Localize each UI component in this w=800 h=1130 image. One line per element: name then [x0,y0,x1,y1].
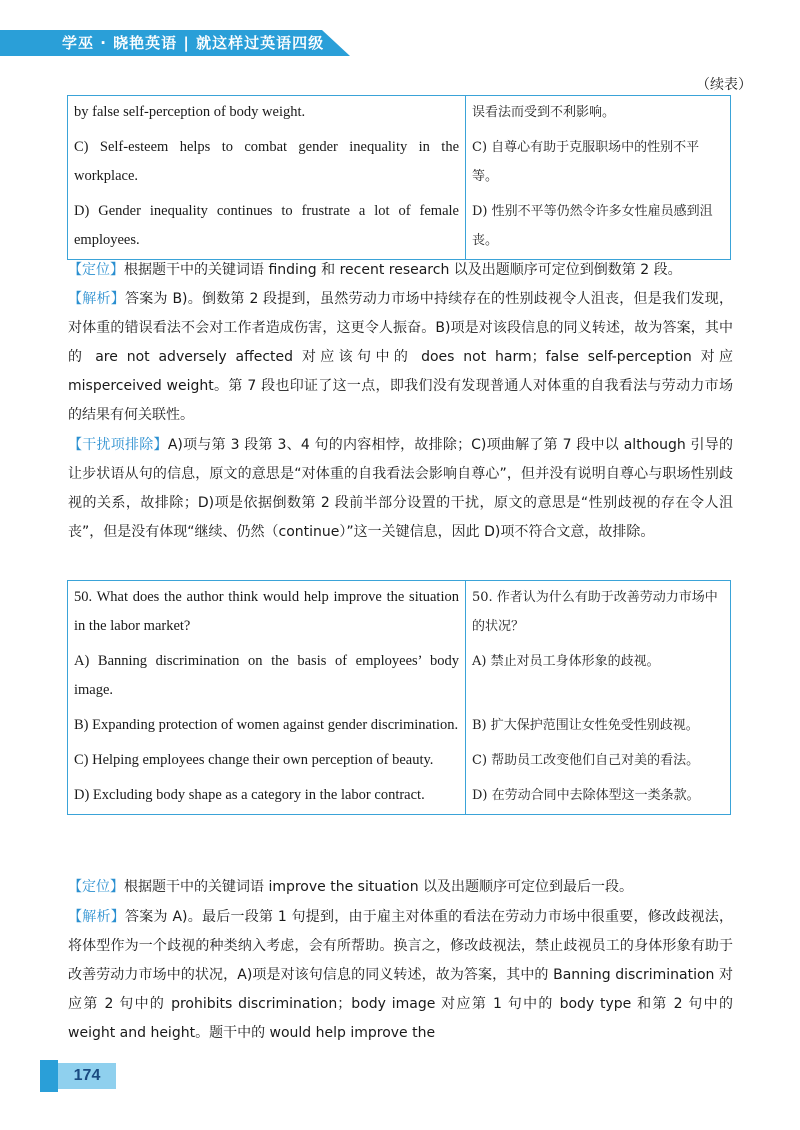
continued-label: （续表） [696,77,752,93]
table-row [68,96,731,132]
locate-tag: 【定位】 [68,879,124,895]
table-cell-chinese: D) 性别不平等仍然令许多女性雇员感到沮丧。 [472,204,713,248]
analysis-tag: 【解析】 [68,909,125,925]
locate-paragraph-1 [68,256,733,285]
analysis-text: 答案为 A)。最后一段第 1 句提到，由于雇主对体重的看法在劳动力市场中很重要，修改歧视法，将体型作为一个歧视的种类纳入考虑，会有所帮助。换言之，修改歧视法，禁止歧视员工的身体形象有助于改善劳动力市场中的状况，A)项是对该句信息的同义转述，故为答案，其中的 Banning discrimination 对应第 2 句中的 prohibits discrimination；body image 对应第 1 句中的 body type 和第 2 句中的 weight and height。题干中的 would help improve the [68,909,734,1041]
table-cell-chinese: B) 扩大保护范围让女性免受性别歧视。 [472,718,699,733]
analysis-tag: 【解析】 [68,291,125,307]
answer-table-1 [67,95,731,260]
table-row [68,131,731,195]
answer-table-2 [67,580,731,815]
table-cell-chinese: C) 帮助员工改变他们自己对美的看法。 [472,753,700,768]
table-cell-english: D) Excluding body shape as a category in the labor contract. [68,779,466,815]
table-row [68,581,731,646]
table-row [68,195,731,260]
table-row [68,645,731,709]
table-cell-english: 50. What does the author think would help improve the situation in the labor market? [68,581,466,646]
analysis-text: 答案为 B)。倒数第 2 段提到，虽然劳动力市场中持续存在的性别歧视令人沮丧，但是我们发现，对体重的错误看法不会对工作者造成伤害，这更令人振奋。B)项是对该段信息的同义转述，故为答案，其中的 are not adversely affected 对应该句中的 does not harm；false self-perception 对应 misperceived weight。第 7 段也印证了这一点，即我们没有发现普通人对体重的自我看法与劳动力市场的结果有何关联性。 [68,291,734,423]
table-row [68,779,731,815]
distractor-paragraph [68,431,733,547]
analysis-paragraph-1 [68,285,733,430]
table-cell-chinese: D) 在劳动合同中去除体型这一类条款。 [472,788,700,803]
header-title: 学巫 · 晓艳英语 | 就这样过英语四级 [62,34,325,52]
table-cell-english: A) Banning discrimination on the basis of employees’ body image. [68,645,466,709]
table-cell-english: B) Expanding protection of women against gender discrimination. [68,709,466,744]
locate-text: 根据题干中的关键词语 finding 和 recent research 以及出题顺序可定位到倒数第 2 段。 [124,262,682,278]
table-cell-english: by false self-perception of body weight. [68,96,466,132]
table-cell-chinese: 误看法而受到不利影响。 [472,105,616,120]
table-cell-chinese: A) 禁止对员工身体形象的歧视。 [472,654,660,669]
table-cell-english: C) Self-esteem helps to combat gender inequality in the workplace. [68,131,466,195]
table-cell-english: D) Gender inequality continues to frustrate a lot of female employees. [68,195,466,260]
table-cell-english: C) Helping employees change their own perception of beauty. [68,744,466,779]
page-number: 174 [58,1063,116,1089]
table-row [68,709,731,744]
table-cell-chinese: 50. 作者认为什么有助于改善劳动力市场中的状况？ [472,590,718,634]
distractor-text: A)项与第 3 段第 3、4 句的内容相悖，故排除；C)项曲解了第 7 段中以 although 引导的让步状语从句的信息，原文的意思是“对体重的自我看法会影响自尊心”，但并没有说明自尊心与职场性别歧视的关系，故排除；D)项是依据倒数第 2 段前半部分设置的干扰，原文的意思是“性别歧视的存在令人沮丧”，但是没有体现“继续、仍然（continue）”这一关键信息，因此 D)项不符合文意，故排除。 [68,437,733,540]
distractor-tag: 【干扰项排除】 [68,437,168,453]
locate-paragraph-2 [68,873,733,902]
analysis-paragraph-2 [68,903,733,1048]
page-number-tab [40,1060,58,1092]
locate-tag: 【定位】 [68,262,124,278]
locate-text: 根据题干中的关键词语 improve the situation 以及出题顺序可定位到最后一段。 [124,879,634,895]
table-cell-chinese: C) 自尊心有助于克服职场中的性别不平等。 [472,140,700,184]
table-row [68,744,731,779]
